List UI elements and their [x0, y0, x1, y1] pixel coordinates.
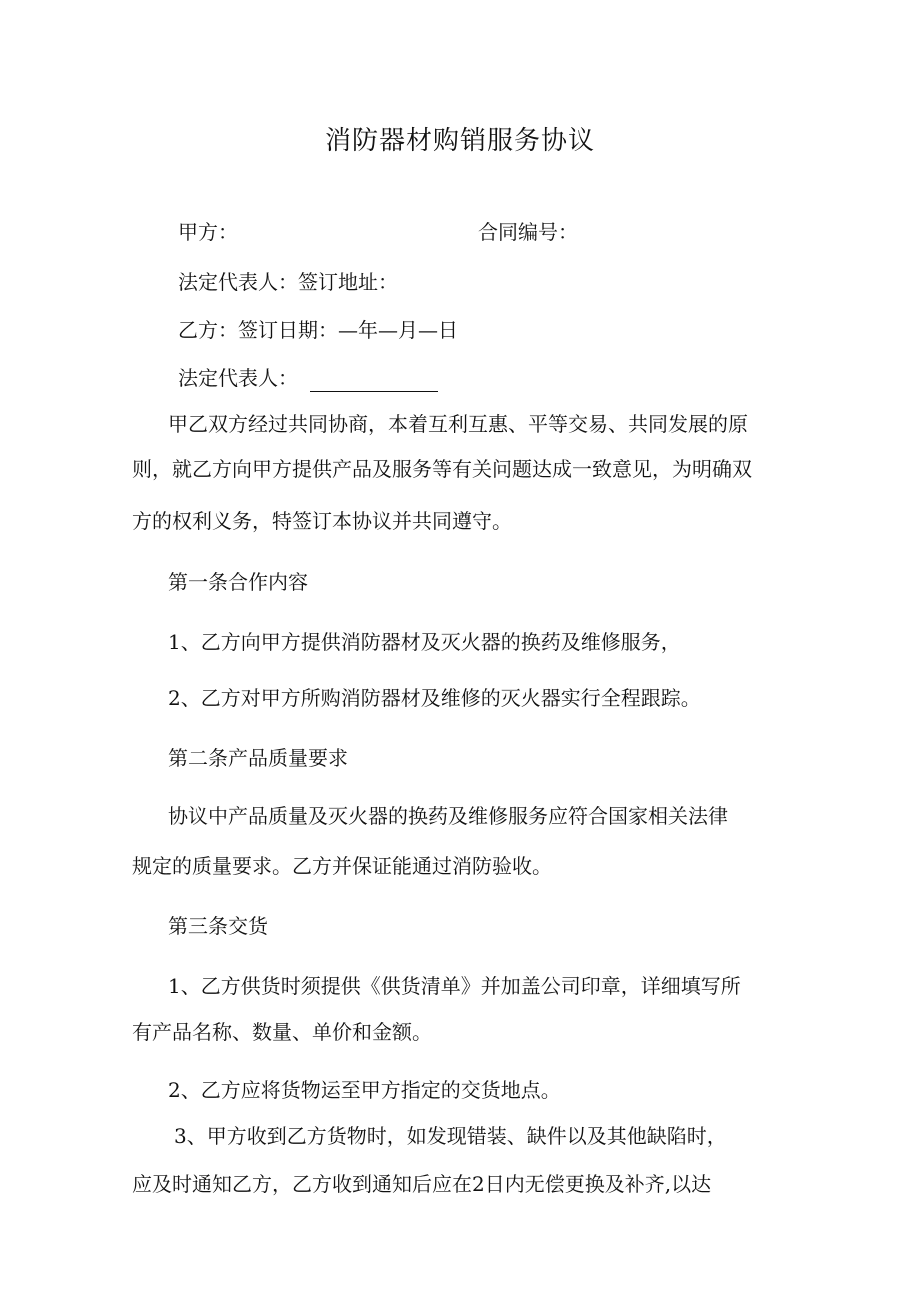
- article-3-item-1-line-2: 有产品名称、数量、单价和金额。: [132, 1020, 432, 1044]
- article-3-item-1-line-1: 1、乙方供货时须提供《供货清单》并加盖公司印章，详细填写所: [168, 974, 741, 998]
- legal-rep-line: [178, 364, 438, 392]
- document-title: 消防器材购销服务协议: [324, 126, 595, 156]
- legal-rep-blank: [310, 371, 438, 392]
- article-2-line-2: 规定的质量要求。乙方并保证能通过消防验收。: [132, 854, 552, 878]
- intro-line-2: 则，就乙方向甲方提供产品及服务等有关问题达成一致意见，为明确双: [132, 457, 752, 481]
- article-2-heading: 第二条产品质量要求: [168, 746, 348, 770]
- article-3-item-2: 2、乙方应将货物运至甲方指定的交货地点。: [168, 1078, 561, 1102]
- article-1-item-2: 2、乙方对甲方所购消防器材及维修的灭火器实行全程跟踪。: [168, 686, 701, 710]
- intro-line-1: 甲乙双方经过共同协商，本着互利互惠、平等交易、共同发展的原: [168, 412, 748, 436]
- party-a-label: 甲方：: [178, 220, 238, 244]
- article-1-item-1: 1、乙方向甲方提供消防器材及灭火器的换药及维修服务，: [168, 630, 681, 654]
- article-3-heading: 第三条交货: [168, 914, 268, 938]
- intro-line-3: 方的权利义务，特签订本协议并共同遵守。: [132, 509, 512, 533]
- article-2-line-1: 协议中产品质量及灭火器的换药及维修服务应符合国家相关法律: [168, 804, 728, 828]
- contract-number-label: 合同编号：: [478, 220, 578, 244]
- party-b-sign-date-line: 乙方：签订日期：—年—月—日: [178, 318, 458, 342]
- article-1-heading: 第一条合作内容: [168, 570, 308, 594]
- article-3-item-3-line-1: 3、甲方收到乙方货物时，如发现错装、缺件以及其他缺陷时，: [174, 1124, 727, 1148]
- article-3-item-3-line-2: 应及时通知乙方，乙方收到通知后应在2日内无偿更换及补齐,以达: [132, 1172, 712, 1196]
- legal-rep-label: 法定代表人：: [178, 366, 298, 390]
- legal-rep-sign-place-line: 法定代表人：签订地址：: [178, 270, 398, 294]
